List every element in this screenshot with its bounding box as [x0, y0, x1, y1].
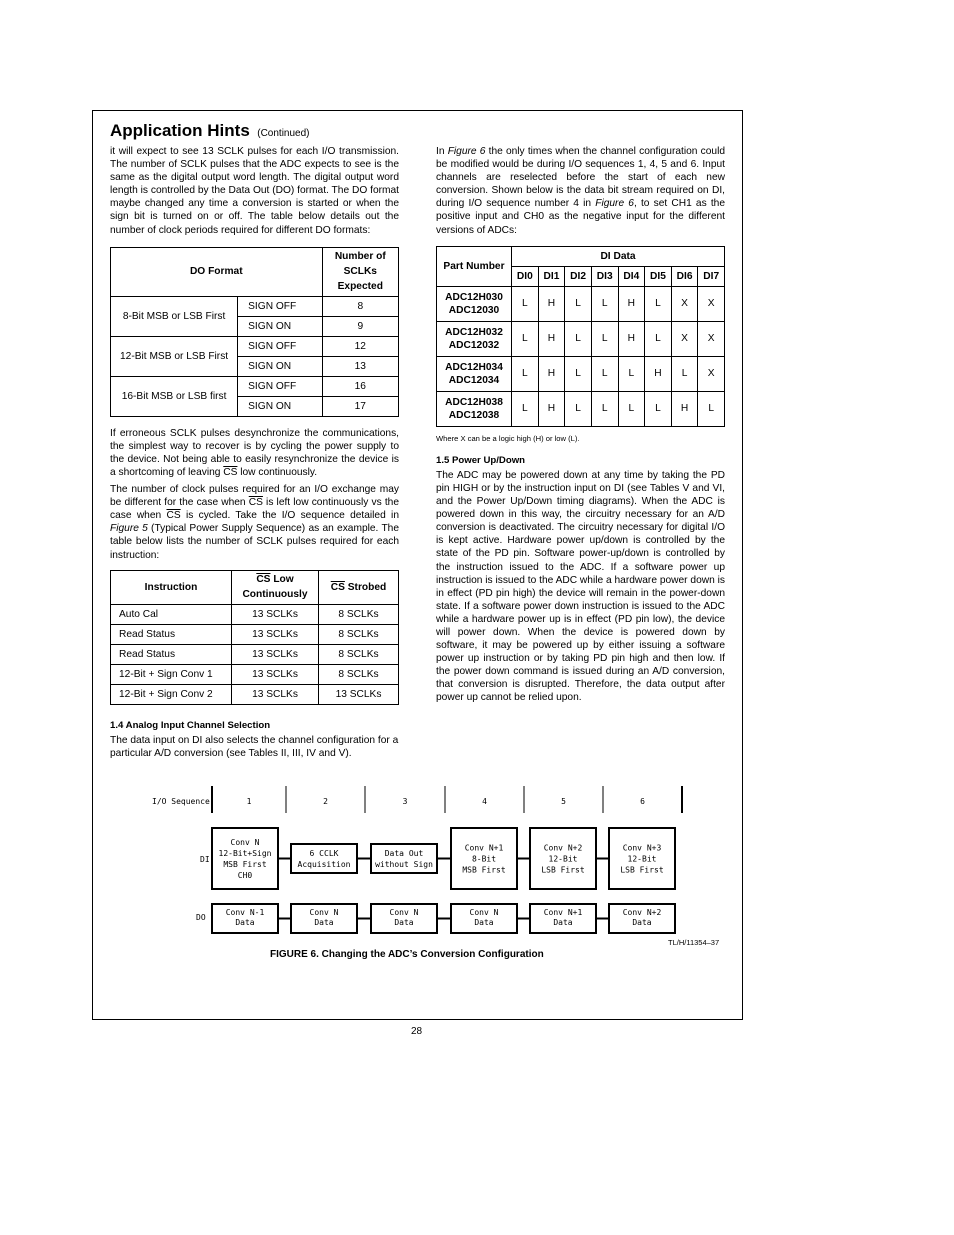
timing-diagram: [140, 780, 730, 950]
sclk-count-cell: 17: [322, 396, 398, 416]
left-paragraph-3: [110, 483, 399, 562]
di-box-text: Data Out: [384, 849, 424, 858]
page-number: 28: [411, 1026, 423, 1037]
low-cell: 13 SCLKs: [232, 644, 319, 664]
part-number-2: ADC12038: [448, 409, 500, 421]
strobed-cell: 8 SCLKs: [319, 664, 399, 684]
table-row: [111, 604, 399, 624]
di-box-text: without Sign: [375, 860, 433, 869]
di-box-text: 12-Bit: [627, 854, 657, 864]
di-box-text: 12-Bit: [548, 854, 578, 864]
sclk-count-cell: 12: [322, 336, 398, 356]
right-paragraph-1: [436, 145, 725, 237]
low-cell: 13 SCLKs: [232, 664, 319, 684]
table-row: [437, 286, 725, 321]
sequence-number: 3: [402, 797, 408, 806]
figure-6-ref: Figure 6: [595, 198, 634, 210]
di-box-text: MSB First: [462, 865, 506, 875]
col-sclks-expected: Number of SCLKs Expected: [322, 247, 398, 296]
figure-5-ref: Figure 5: [110, 523, 148, 535]
sequence-number: 1: [246, 797, 252, 806]
sclk-count-cell: 16: [322, 376, 398, 396]
text-span: Low Continuously: [242, 574, 308, 601]
do-format-cell: 12-Bit MSB or LSB First: [111, 336, 238, 376]
do-box-text: Conv N+2: [622, 908, 662, 917]
do-box-text: Data: [235, 918, 255, 927]
text-span: is cycled. Take the I/O sequence detailed in: [180, 510, 399, 522]
table-row: [111, 376, 399, 396]
left-paragraph-2: [110, 427, 399, 479]
figure-caption: FIGURE 6. Changing the ADC’s Conversion Configuration: [270, 949, 544, 960]
col-part-number: Part Number: [437, 246, 512, 286]
do-box-text: Data: [474, 918, 494, 927]
bit-value-cell: L: [565, 286, 592, 321]
bit-header: DI4: [618, 266, 645, 286]
do-box-text: Data: [632, 918, 652, 927]
sign-cell: SIGN OFF: [238, 296, 322, 316]
bit-value-cell: L: [512, 391, 539, 426]
part-number-2: ADC12034: [448, 374, 500, 386]
figure-6-diagram: [140, 780, 730, 950]
table-note: Where X can be a logic high (H) or low (L).: [436, 433, 580, 443]
sequence-number: 4: [482, 797, 487, 806]
strobed-cell: 8 SCLKs: [319, 644, 399, 664]
left-paragraph-1: it will expect to see 13 SCLK pulses for each I/O transmission. The number of SCLK pulses that the ADC expects to see is the same as the digital output word length. The digital output word length is controlled by the Data Out (DO) format. The DO format maybe changed any time a conversion is started or when the sign bit is turned on or off. The table below details out the number of clock periods required for different DO formats:: [110, 146, 399, 236]
page-title: Application Hints: [110, 121, 250, 140]
part-number-cell: [437, 286, 512, 321]
bit-value-cell: X: [698, 356, 725, 391]
text-span: Strobed: [347, 581, 387, 593]
di-box-text: LSB First: [541, 865, 585, 875]
bit-value-cell: L: [618, 356, 645, 391]
bit-header: DI0: [512, 266, 539, 286]
table-row: [437, 321, 725, 356]
sclk-count-cell: 8: [322, 296, 398, 316]
right-paragraph-2: The ADC may be powered down at any time by taking the PD pin HIGH or by the instruction input on DI (see Tables V and VI, and the Power Up/Down timing diagrams). When the ADC is powered down in this way, the circuitry necessary for an A/D conversion is deactivated. The circuitry necessary for digital I/O is kept active. Hardware power up/down is controlled by the state of the PD pin. Software power-up/down is controlled by the instruction issued to the ADC. If a software power up instruction is issued to the ADC while a hardware power down is in effect (PD pin high) the device will remain in the power-down state. If a software power down instruction is issued to the ADC while a hardware power up is in effect (PD pin low), the device will power down. When the device is powered down by software, it may be powered up by either issuing a software power up instruction or by taking PD pin high and then low. If the power down command is issued during an A/D conversion, that conversion is disrupted. Therefore, the data output after power up cannot be relied upon.: [436, 469, 725, 704]
low-cell: 13 SCLKs: [232, 604, 319, 624]
cs-signal: $\overline{CS}$: [248, 497, 263, 509]
bit-value-cell: L: [512, 356, 539, 391]
left-column: [110, 145, 399, 764]
col-cs-strobed: [319, 570, 399, 604]
left-paragraph-4: The data input on DI also selects the channel configuration for a particular A/D conversion (see Tables II, III, IV and V).: [110, 734, 399, 759]
di-box-text: Conv N: [230, 838, 260, 847]
sign-cell: SIGN ON: [238, 396, 322, 416]
table-row: [111, 644, 399, 664]
do-format-cell: 8-Bit MSB or LSB First: [111, 296, 238, 336]
bit-value-cell: H: [538, 356, 565, 391]
cs-signal: $\overline{CS}$: [166, 510, 181, 522]
part-number-cell: [437, 391, 512, 426]
sign-cell: SIGN ON: [238, 356, 322, 376]
text-span: , to set CH1 as the positive input and CH0 as the negative input for the different versions of ADCs:: [436, 198, 726, 236]
di-box-text: Conv N+3: [622, 843, 662, 853]
bit-value-cell: H: [538, 391, 565, 426]
do-box-text: Data: [394, 918, 414, 927]
strobed-cell: 13 SCLKs: [319, 684, 399, 704]
continued-label: (Continued): [257, 128, 310, 139]
di-box-text: Conv N+2: [543, 843, 583, 853]
bit-header: DI2: [565, 266, 592, 286]
sign-cell: SIGN OFF: [238, 336, 322, 356]
bit-value-cell: L: [645, 286, 672, 321]
table-row: [111, 664, 399, 684]
di-box-text: LSB First: [620, 865, 664, 875]
bit-value-cell: L: [645, 391, 672, 426]
table-row: [111, 336, 399, 356]
col-cs-low: [232, 570, 319, 604]
do-box-text: Data: [314, 918, 334, 927]
bit-value-cell: L: [512, 286, 539, 321]
do-box-text: Conv N: [469, 908, 499, 917]
bit-header: DI1: [538, 266, 565, 286]
section-header: [110, 121, 310, 141]
right-column: [436, 145, 725, 709]
cs-signal: $\overline{CS}$: [330, 581, 345, 593]
cs-signal: $\overline{CS}$: [256, 574, 271, 586]
do-box-text: Conv N-1: [225, 908, 265, 917]
do-box-text: Conv N: [389, 908, 419, 917]
bit-value-cell: L: [618, 391, 645, 426]
table-row: [111, 684, 399, 704]
table-row: [111, 296, 399, 316]
col-di-data: DI Data: [512, 246, 725, 266]
text-span: (Typical Power Supply Sequence) as an example. The table below lists the number of SCLK pulses required for each instruction:: [110, 523, 399, 561]
bit-value-cell: X: [698, 286, 725, 321]
bit-value-cell: L: [565, 356, 592, 391]
strobed-cell: 8 SCLKs: [319, 604, 399, 624]
text-span: The number of clock pulses required for an I/O exchange may be different for the case when: [110, 484, 399, 509]
instruction-cell: 12-Bit + Sign Conv 2: [111, 684, 232, 704]
sign-cell: SIGN ON: [238, 316, 322, 336]
bit-value-cell: L: [645, 321, 672, 356]
sequence-number: 6: [640, 797, 645, 806]
di-data-table: [436, 246, 725, 427]
di-box-text: MSB First: [223, 860, 267, 869]
part-number-cell: [437, 356, 512, 391]
table-row: [437, 356, 725, 391]
di-box-text: 8-Bit: [471, 854, 497, 864]
low-cell: 13 SCLKs: [232, 684, 319, 704]
bit-value-cell: L: [591, 391, 618, 426]
figure-6-ref: Figure 6: [447, 146, 486, 157]
table-row: [111, 624, 399, 644]
bit-value-cell: L: [512, 321, 539, 356]
section-1-4-heading: 1.4 Analog Input Channel Selection: [110, 719, 271, 731]
bit-header: DI7: [698, 266, 725, 286]
bit-value-cell: X: [698, 321, 725, 356]
bit-value-cell: L: [565, 391, 592, 426]
text-span: is left low continuously vs the case when: [110, 497, 399, 522]
bit-value-cell: H: [538, 321, 565, 356]
do-box-text: Data: [553, 918, 573, 927]
di-label: DI: [200, 855, 210, 864]
io-sequence-label: I/O Sequence: [152, 797, 210, 806]
sign-cell: SIGN OFF: [238, 376, 322, 396]
do-box-text: Conv N+1: [543, 908, 583, 917]
instruction-table: [110, 570, 399, 705]
cs-signal: $\overline{CS}$: [223, 466, 238, 478]
table-row: [437, 391, 725, 426]
bit-value-cell: X: [671, 286, 698, 321]
bit-value-cell: L: [591, 286, 618, 321]
di-box-text: 6 CCLK: [309, 849, 339, 858]
part-number-1: ADC12H038: [445, 396, 503, 408]
col-instruction: Instruction: [111, 570, 232, 604]
do-format-table: [110, 247, 399, 417]
sequence-number: 2: [323, 797, 328, 806]
do-label: DO: [196, 913, 206, 922]
col-do-format: DO Format: [111, 247, 323, 296]
bit-value-cell: L: [591, 356, 618, 391]
bit-header: DI5: [645, 266, 672, 286]
bit-value-cell: X: [671, 321, 698, 356]
sclk-count-cell: 13: [322, 356, 398, 376]
part-number-2: ADC12030: [448, 304, 500, 316]
instruction-cell: 12-Bit + Sign Conv 1: [111, 664, 232, 684]
bit-value-cell: H: [618, 321, 645, 356]
text-span: the only times when the channel configuration could be modified would be during I/O sequences 1, 4, 5 and 6. Input channels are reselected before the start of each new conversion. Shown below is the data bit stream required on DI, during I/O sequence number 4 in: [436, 146, 725, 210]
part-number-cell: [437, 321, 512, 356]
di-box-text: 12-Bit+Sign: [218, 849, 272, 858]
di-box-text: CH0: [237, 871, 253, 880]
di-box-text: Acquisition: [297, 860, 351, 869]
bit-value-cell: L: [591, 321, 618, 356]
di-box-text: Conv N+1: [464, 843, 504, 853]
part-number-1: ADC12H030: [445, 291, 503, 303]
bit-value-cell: H: [618, 286, 645, 321]
part-number-2: ADC12032: [448, 339, 500, 351]
bit-value-cell: L: [698, 391, 725, 426]
instruction-cell: Read Status: [111, 644, 232, 664]
part-number-1: ADC12H032: [445, 326, 503, 338]
sclk-count-cell: 9: [322, 316, 398, 336]
figure-code: TL/H/11354–37: [668, 938, 720, 947]
bit-value-cell: H: [645, 356, 672, 391]
instruction-cell: Read Status: [111, 624, 232, 644]
instruction-cell: Auto Cal: [111, 604, 232, 624]
low-cell: 13 SCLKs: [232, 624, 319, 644]
text-span: If erroneous SCLK pulses desynchronize the communications, the simplest way to recover is by cycling the power supply to the device. Not being able to easily resynchronize the device is a shortcoming of leaving: [110, 427, 399, 478]
text-span: low continuously.: [237, 466, 318, 478]
bit-header: DI3: [591, 266, 618, 286]
bit-header: DI6: [671, 266, 698, 286]
bit-value-cell: L: [565, 321, 592, 356]
do-format-cell: 16-Bit MSB or LSB first: [111, 376, 238, 416]
bit-value-cell: H: [538, 286, 565, 321]
bit-value-cell: H: [671, 391, 698, 426]
sequence-number: 5: [561, 797, 566, 806]
strobed-cell: 8 SCLKs: [319, 624, 399, 644]
do-box-text: Conv N: [309, 908, 339, 917]
text-span: In: [436, 146, 448, 157]
section-1-5-heading: 1.5 Power Up/Down: [436, 454, 526, 466]
part-number-1: ADC12H034: [445, 361, 503, 373]
bit-value-cell: L: [671, 356, 698, 391]
